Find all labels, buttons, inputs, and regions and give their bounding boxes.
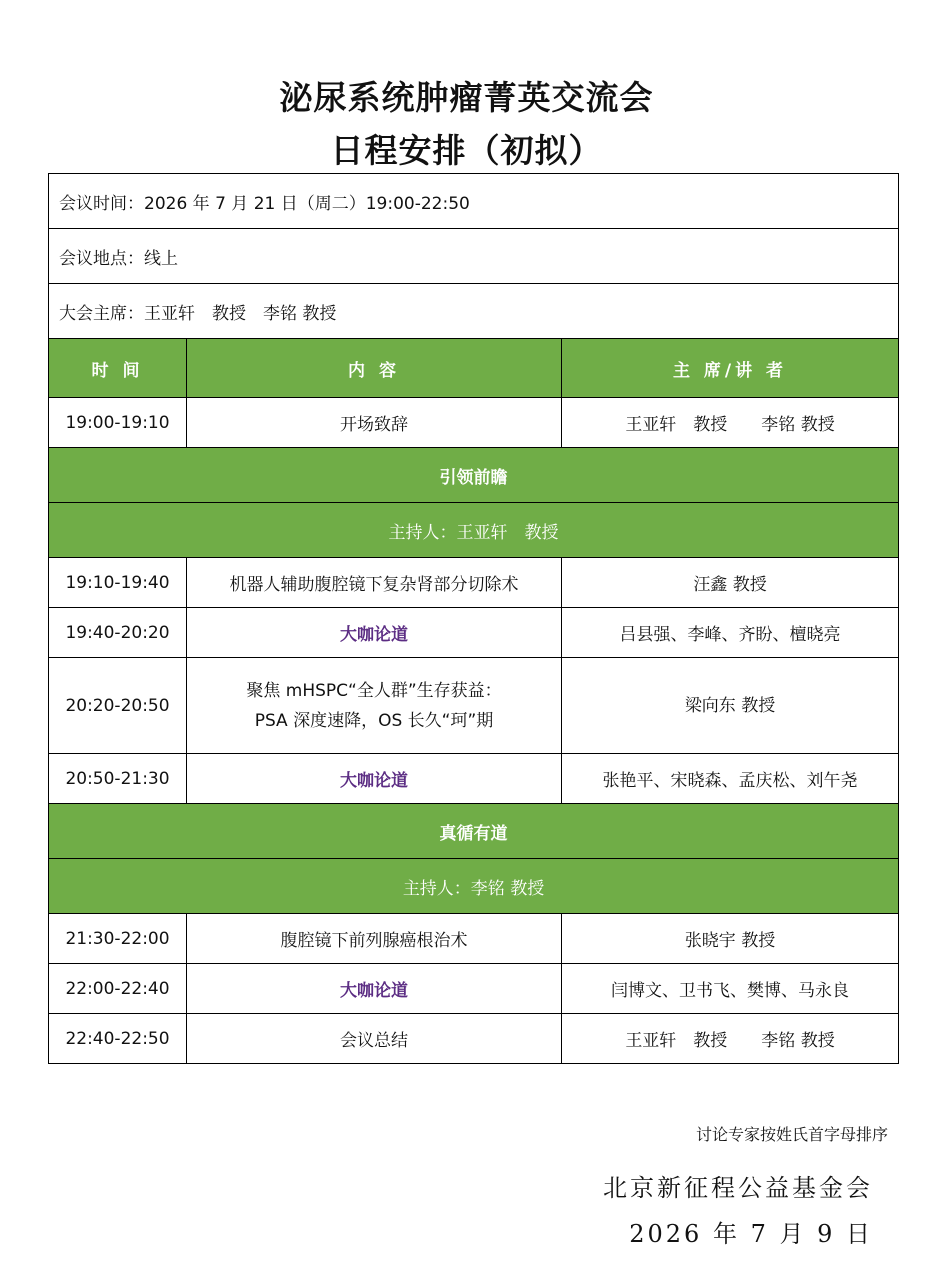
header-time: 时 间 xyxy=(49,339,187,398)
row-time: 20:50-21:30 xyxy=(49,754,187,804)
section-row xyxy=(49,448,899,503)
row-time: 19:10-19:40 xyxy=(49,558,187,608)
table-row xyxy=(49,658,899,754)
row-speaker: 闫博文、卫书飞、樊博、马永良 xyxy=(562,964,899,1014)
row-speaker: 梁向东 教授 xyxy=(562,658,899,754)
row-content: 大咖论道 xyxy=(187,754,562,804)
section-title: 引领前瞻 xyxy=(49,448,899,503)
section-host: 主持人：王亚轩 教授 xyxy=(49,503,899,558)
row-content: 大咖论道 xyxy=(187,608,562,658)
table-row xyxy=(49,558,899,608)
table-row xyxy=(49,1014,899,1064)
row-speaker: 王亚轩 教授 李铭 教授 xyxy=(562,1014,899,1064)
issue-date: 2026 年 7 月 9 日 xyxy=(629,1220,873,1248)
row-content: 机器人辅助腹腔镜下复杂肾部分切除术 xyxy=(187,558,562,608)
meeting-time: 会议时间：2026 年 7 月 21 日（周二）19:00-22:50 xyxy=(49,174,899,229)
organizer: 北京新征程公益基金会 xyxy=(603,1174,873,1202)
header-speaker: 主 席/讲 者 xyxy=(562,339,899,398)
table-row xyxy=(49,914,899,964)
section-host: 主持人：李铭 教授 xyxy=(49,859,899,914)
page-title: 泌尿系统肿瘤菁英交流会 xyxy=(279,78,654,117)
row-content-line: PSA 深度速降，OS 长久“珂”期 xyxy=(254,710,494,731)
table-row xyxy=(49,398,899,448)
meeting-place: 会议地点：线上 xyxy=(49,229,899,284)
row-speaker: 王亚轩 教授 李铭 教授 xyxy=(562,398,899,448)
row-time: 19:40-20:20 xyxy=(49,608,187,658)
row-time: 19:00-19:10 xyxy=(49,398,187,448)
meeting-chair: 大会主席：王亚轩 教授 李铭 教授 xyxy=(49,284,899,339)
table-row xyxy=(49,964,899,1014)
row-content: 开场致辞 xyxy=(187,398,562,448)
page-subtitle: 日程安排（初拟） xyxy=(330,131,603,170)
row-content-line: 聚焦 mHSPC“全人群”生存获益： xyxy=(246,680,502,701)
row-content: 腹腔镜下前列腺癌根治术 xyxy=(187,914,562,964)
row-content: 会议总结 xyxy=(187,1014,562,1064)
section-row xyxy=(49,804,899,859)
host-row xyxy=(49,859,899,914)
section-title: 真循有道 xyxy=(49,804,899,859)
row-time: 22:40-22:50 xyxy=(49,1014,187,1064)
table-row xyxy=(49,608,899,658)
row-speaker: 汪鑫 教授 xyxy=(562,558,899,608)
row-time: 22:00-22:40 xyxy=(49,964,187,1014)
table-row xyxy=(49,754,899,804)
table-header xyxy=(49,339,899,398)
row-content: 大咖论道 xyxy=(187,964,562,1014)
row-time: 20:20-20:50 xyxy=(49,658,187,754)
sort-note: 讨论专家按姓氏首字母排序 xyxy=(695,1125,888,1144)
header-content: 内 容 xyxy=(187,339,562,398)
row-speaker: 张艳平、宋晓森、孟庆松、刘午尧 xyxy=(562,754,899,804)
row-speaker: 吕县强、李峰、齐盼、檀晓亮 xyxy=(562,608,899,658)
row-content xyxy=(187,658,562,754)
schedule-table xyxy=(48,173,899,1064)
host-row xyxy=(49,503,899,558)
row-time: 21:30-22:00 xyxy=(49,914,187,964)
row-speaker: 张晓宇 教授 xyxy=(562,914,899,964)
